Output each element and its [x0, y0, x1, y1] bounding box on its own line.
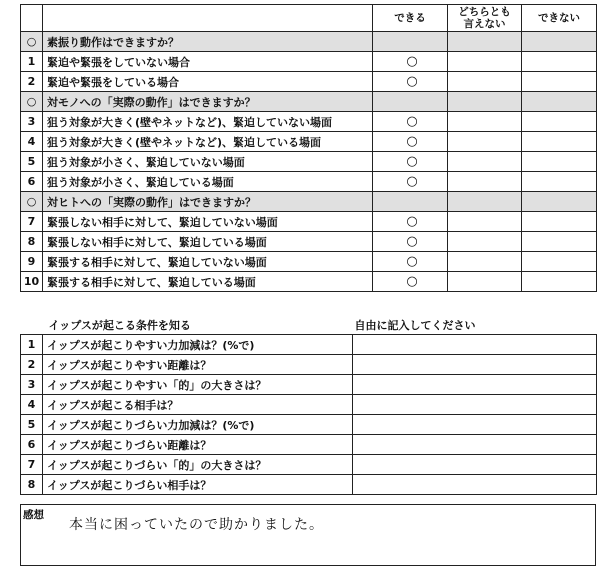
free-entry-cell[interactable]	[353, 415, 597, 435]
question-text: 緊張しない相手に対して、緊迫している場面	[43, 232, 373, 252]
question-row	[21, 132, 597, 152]
free-entry-cell[interactable]	[353, 435, 597, 455]
question-text: 緊迫や緊張をしている場合	[43, 72, 373, 92]
disabled-cell	[522, 192, 597, 212]
question-number: 3	[21, 112, 43, 132]
col-cannot: できない	[522, 5, 597, 32]
impression-label: 感想	[23, 509, 44, 521]
condition-row	[21, 355, 597, 375]
condition-number: 4	[21, 395, 43, 415]
answer-cannot-cell[interactable]	[522, 132, 597, 152]
question-row	[21, 112, 597, 132]
answer-can-cell[interactable]	[373, 52, 448, 72]
answer-neither-cell[interactable]	[448, 212, 522, 232]
condition-row	[21, 395, 597, 415]
section-mark: ○	[21, 32, 43, 52]
condition-text: イップスが起こりやすい「的」の大きさは？	[43, 375, 353, 395]
condition-row	[21, 335, 597, 355]
circle-mark: ○	[406, 54, 418, 69]
free-entry-cell[interactable]	[353, 335, 597, 355]
answer-cannot-cell[interactable]	[522, 272, 597, 292]
condition-number: 7	[21, 455, 43, 475]
answer-can-cell[interactable]	[373, 252, 448, 272]
condition-number: 6	[21, 435, 43, 455]
question-text: 緊迫や緊張をしていない場合	[43, 52, 373, 72]
answer-can-cell[interactable]	[373, 172, 448, 192]
section-mark: ○	[21, 192, 43, 212]
question-number: 4	[21, 132, 43, 152]
answer-can-cell[interactable]	[373, 72, 448, 92]
free-entry-cell[interactable]	[353, 475, 597, 495]
answer-neither-cell[interactable]	[448, 132, 522, 152]
condition-number: 3	[21, 375, 43, 395]
question-number: 8	[21, 232, 43, 252]
answer-cannot-cell[interactable]	[522, 52, 597, 72]
answer-neither-cell[interactable]	[448, 72, 522, 92]
question-row	[21, 172, 597, 192]
answer-neither-cell[interactable]	[448, 52, 522, 72]
question-text: 緊張しない相手に対して、緊迫していない場面	[43, 212, 373, 232]
conditions-title: イップスが起こる条件を知る	[48, 319, 191, 332]
free-entry-cell[interactable]	[353, 355, 597, 375]
answer-cannot-cell[interactable]	[522, 252, 597, 272]
condition-text: イップスが起こりづらい距離は？	[43, 435, 353, 455]
question-text: 狙う対象が大きく(壁やネットなど)、緊迫していない場面	[43, 112, 373, 132]
section-mark: ○	[21, 92, 43, 112]
circle-mark: ○	[406, 134, 418, 149]
question-text: 狙う対象が小さく、緊迫している場面	[43, 172, 373, 192]
condition-row	[21, 415, 597, 435]
disabled-cell	[373, 192, 448, 212]
disabled-cell	[448, 92, 522, 112]
circle-mark: ○	[406, 154, 418, 169]
disabled-cell	[522, 92, 597, 112]
section-header-row	[21, 92, 597, 112]
question-row	[21, 152, 597, 172]
section-header-row	[21, 32, 597, 52]
answer-neither-cell[interactable]	[448, 272, 522, 292]
circle-mark: ○	[406, 254, 418, 269]
disabled-cell	[448, 32, 522, 52]
free-entry-cell[interactable]	[353, 375, 597, 395]
answer-can-cell[interactable]	[373, 212, 448, 232]
condition-number: 8	[21, 475, 43, 495]
condition-row	[21, 475, 597, 495]
circle-mark: ○	[406, 74, 418, 89]
section-label: 対ヒトへの「実際の動作」はできますか？	[43, 192, 373, 212]
condition-row	[21, 455, 597, 475]
answer-cannot-cell[interactable]	[522, 232, 597, 252]
answer-can-cell[interactable]	[373, 152, 448, 172]
answer-neither-cell[interactable]	[448, 232, 522, 252]
question-number: 7	[21, 212, 43, 232]
section-label: 素振り動作はできますか？	[43, 32, 373, 52]
question-number: 10	[21, 272, 43, 292]
answer-neither-cell[interactable]	[448, 152, 522, 172]
col-can: できる	[373, 5, 448, 32]
answer-neither-cell[interactable]	[448, 172, 522, 192]
disabled-cell	[522, 32, 597, 52]
circle-mark: ○	[406, 234, 418, 249]
question-text: 狙う対象が大きく(壁やネットなど)、緊迫している場面	[43, 132, 373, 152]
condition-text: イップスが起こりづらい相手は？	[43, 475, 353, 495]
condition-text: イップスが起こりやすい力加減は？(%で)	[43, 335, 353, 355]
answer-neither-cell[interactable]	[448, 252, 522, 272]
impression-box[interactable]	[20, 504, 596, 566]
free-entry-label: 自由に記入してください	[354, 319, 476, 332]
question-number: 1	[21, 52, 43, 72]
circle-mark: ○	[406, 274, 418, 289]
question-row	[21, 272, 597, 292]
disabled-cell	[448, 192, 522, 212]
header-row	[21, 5, 597, 32]
question-row	[21, 252, 597, 272]
condition-row	[21, 435, 597, 455]
answer-cannot-cell[interactable]	[522, 152, 597, 172]
answer-cannot-cell[interactable]	[522, 172, 597, 192]
answer-can-cell[interactable]	[373, 112, 448, 132]
question-number: 9	[21, 252, 43, 272]
section-label: 対モノへの「実際の動作」はできますか？	[43, 92, 373, 112]
impression-text: 本当に困っていたので助かりました。	[69, 517, 324, 533]
conditions-header	[21, 316, 597, 335]
circle-mark: ○	[406, 214, 418, 229]
answer-cannot-cell[interactable]	[522, 112, 597, 132]
disabled-cell	[373, 92, 448, 112]
question-number: 5	[21, 152, 43, 172]
conditions-table	[20, 316, 597, 495]
answer-can-cell[interactable]	[373, 132, 448, 152]
question-row	[21, 72, 597, 92]
question-number: 6	[21, 172, 43, 192]
answer-neither-cell[interactable]	[448, 112, 522, 132]
circle-mark: ○	[406, 174, 418, 189]
condition-text: イップスが起こりづらい力加減は？(%で)	[43, 415, 353, 435]
answer-can-cell[interactable]	[373, 272, 448, 292]
question-text: 狙う対象が小さく、緊迫していない場面	[43, 152, 373, 172]
condition-text: イップスが起こりやすい距離は？	[43, 355, 353, 375]
question-text: 緊張する相手に対して、緊迫していない場面	[43, 252, 373, 272]
answer-can-cell[interactable]	[373, 232, 448, 252]
circle-mark: ○	[406, 114, 418, 129]
condition-text: イップスが起こる相手は？	[43, 395, 353, 415]
answer-cannot-cell[interactable]	[522, 212, 597, 232]
condition-text: イップスが起こりづらい「的」の大きさは？	[43, 455, 353, 475]
question-text: 緊張する相手に対して、緊迫している場面	[43, 272, 373, 292]
condition-row	[21, 375, 597, 395]
free-entry-cell[interactable]	[353, 455, 597, 475]
answer-cannot-cell[interactable]	[522, 72, 597, 92]
self-assessment-table	[20, 4, 597, 292]
disabled-cell	[373, 32, 448, 52]
question-number: 2	[21, 72, 43, 92]
section-header-row	[21, 192, 597, 212]
question-row	[21, 232, 597, 252]
condition-number: 2	[21, 355, 43, 375]
free-entry-cell[interactable]	[353, 395, 597, 415]
question-row	[21, 52, 597, 72]
condition-number: 5	[21, 415, 43, 435]
question-row	[21, 212, 597, 232]
col-neither: どちらとも 言えない	[448, 5, 522, 32]
condition-number: 1	[21, 335, 43, 355]
